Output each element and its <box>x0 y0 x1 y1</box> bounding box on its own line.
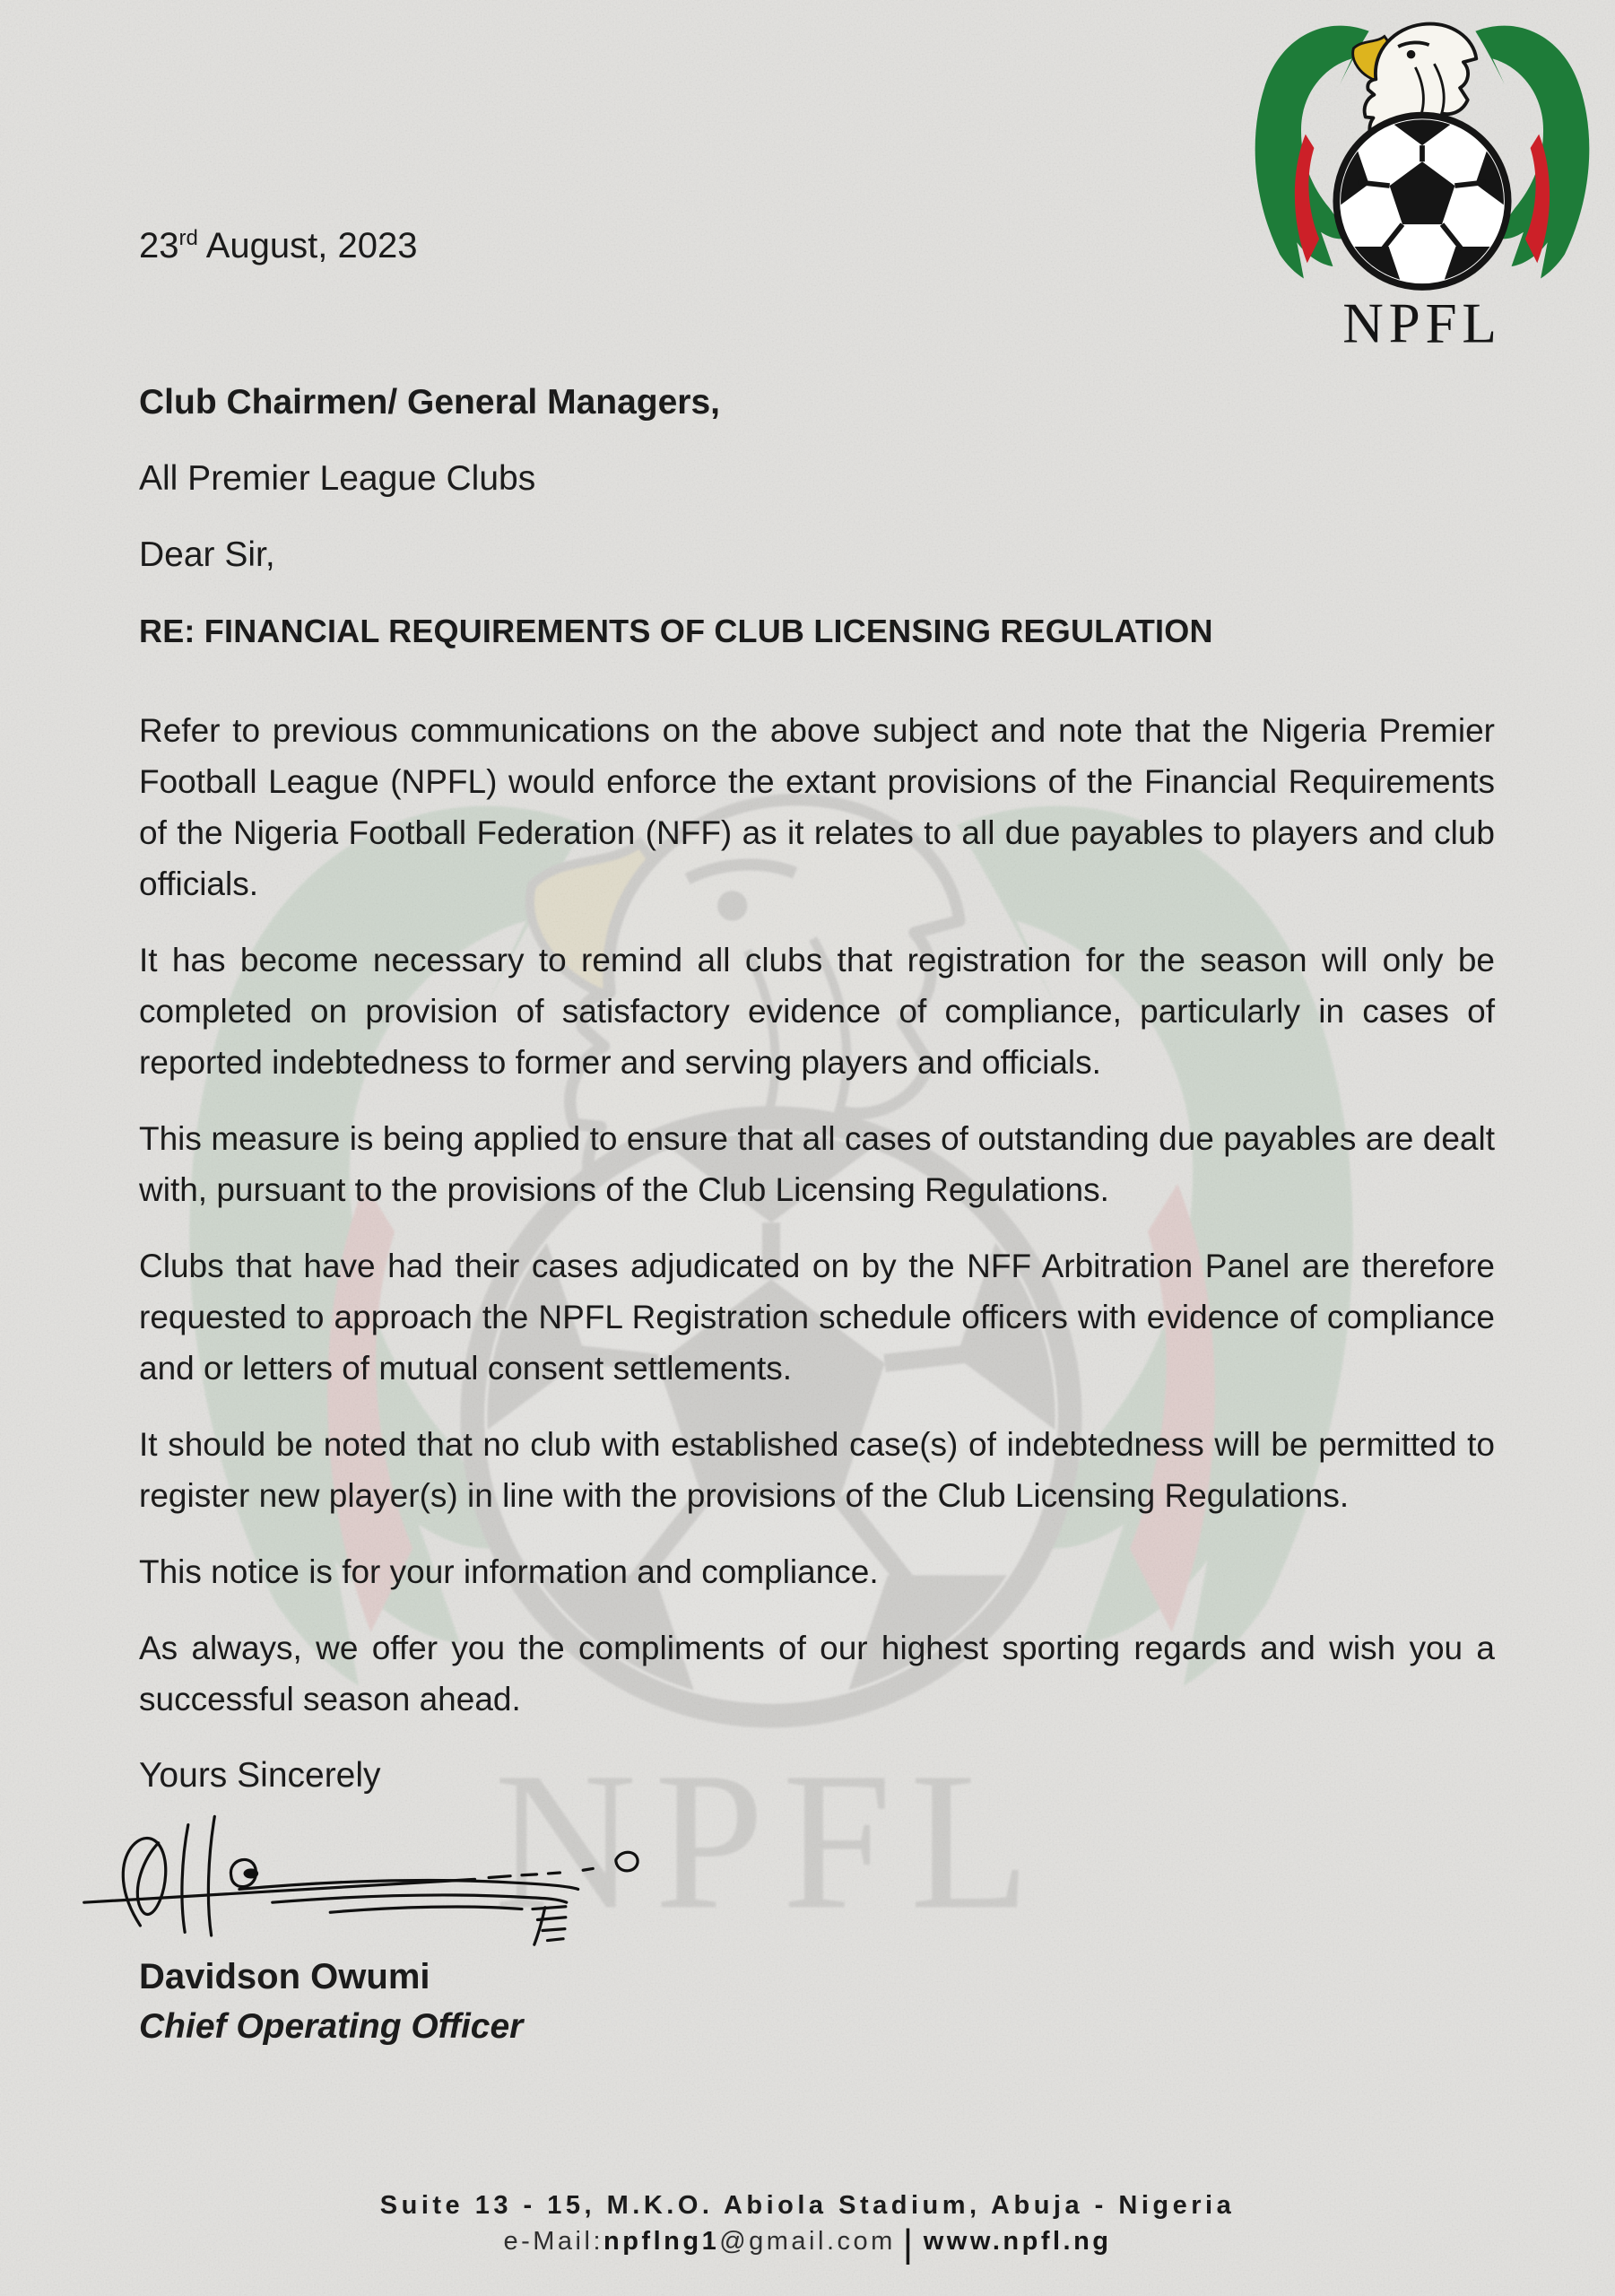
footer-email-label: e-Mail: <box>503 2227 603 2256</box>
subject-line: RE: FINANCIAL REQUIREMENTS OF CLUB LICENSING REGULATION <box>139 613 1213 649</box>
npfl-logo <box>1242 5 1602 349</box>
recipient-line-2: All Premier League Clubs <box>139 459 536 498</box>
footer-address: Suite 13 - 15, M.K.O. Abiola Stadium, Abuja - Nigeria <box>379 2191 1236 2220</box>
body-paragraph-5: It should be noted that no club with established case(s) of indebtedness will be permitted to register new player(s) in line with the provisions of the Club Licensing Regulations. <box>139 1426 1495 1514</box>
body-paragraph-1: Refer to previous communications on the above subject and note that the Nigeria Premier Football League (NPFL) would enforce the extant provisions of the Financial Requirements of the Nigeria Football Federation (NFF) as it relates to all due payables to players and club officials. <box>139 712 1495 902</box>
date-rest: August, 2023 <box>197 226 418 265</box>
body-paragraph-4: Clubs that have had their cases adjudicated on by the NFF Arbitration Panel are therefore requested to approach the NPFL Registration schedule officers with evidence of compliance and or letters of mutual consent settlements. <box>139 1248 1495 1387</box>
recipient-line-1: Club Chairmen/ General Managers, <box>139 383 721 422</box>
closing: Yours Sincerely <box>139 1756 381 1795</box>
date-suffix: rd <box>178 226 198 250</box>
letter-footer <box>0 2188 1615 2266</box>
salutation: Dear Sir, <box>139 535 275 574</box>
body-paragraph-7: As always, we offer you the compliments of our highest sporting regards and wish you a successful season ahead. <box>139 1630 1495 1718</box>
footer-email-user: npflng1 <box>603 2227 720 2256</box>
footer-website: www.npfl.ng <box>923 2227 1112 2256</box>
body-paragraph-2: It has become necessary to remind all clubs that registration for the season will only be completed on provision of satisfactory evidence of compliance, particularly in cases of reported indebtedness to former and serving players and officials. <box>139 942 1495 1081</box>
body-paragraph-6: This notice is for your information and compliance. <box>139 1553 879 1590</box>
signatory-title: Chief Operating Officer <box>139 2007 524 2046</box>
signature-image <box>54 1810 780 1946</box>
footer-contact <box>0 2222 1615 2266</box>
body-paragraph-3: This measure is being applied to ensure that all cases of outstanding due payables are dealt with, pursuant to the provisions of the Club Licensing Regulations. <box>139 1120 1495 1208</box>
letter-date <box>139 226 418 266</box>
footer-email-domain: @gmail.com <box>719 2227 896 2256</box>
footer-separator: | <box>902 2222 916 2266</box>
date-day: 23 <box>139 226 179 265</box>
signatory-name: Davidson Owumi <box>139 1957 430 1996</box>
letter-body <box>139 377 1495 2052</box>
